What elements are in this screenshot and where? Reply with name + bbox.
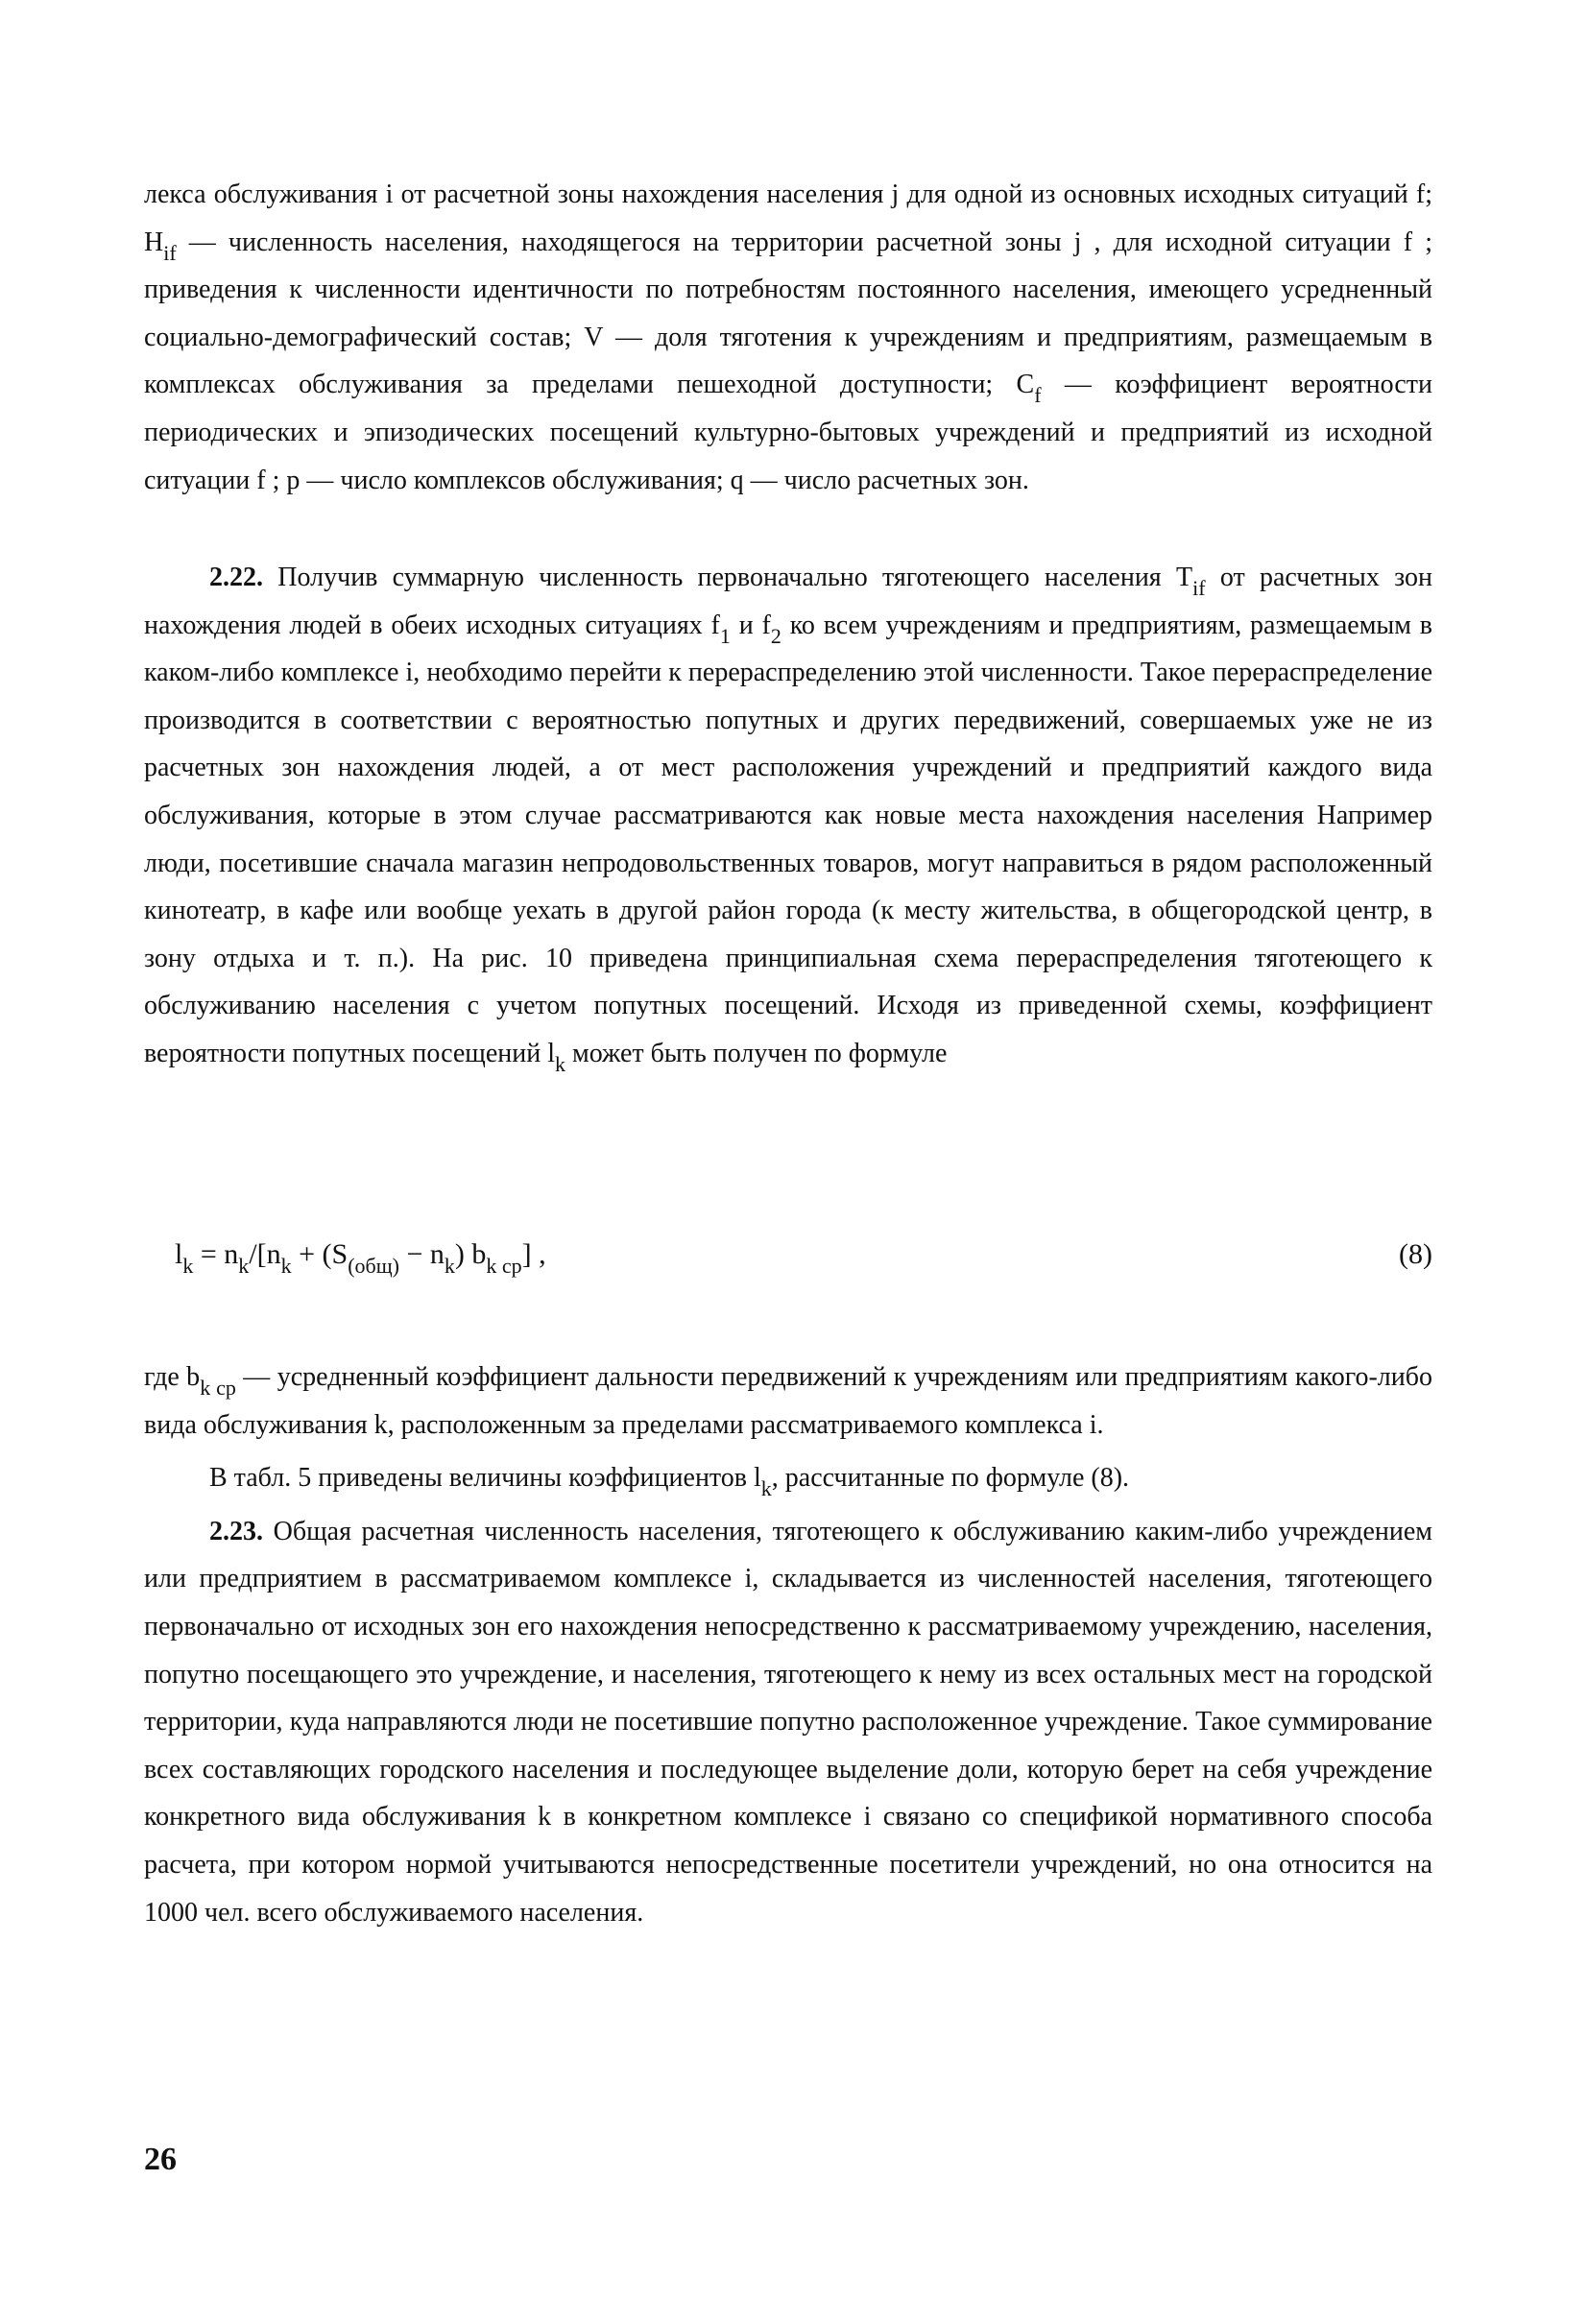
- text-run: может быть получен по формуле: [565, 1038, 948, 1068]
- formula-part: l: [175, 1238, 183, 1270]
- formula-part: = n: [193, 1238, 239, 1270]
- formula-part: + (S: [291, 1238, 349, 1270]
- subscript: k: [444, 1254, 455, 1278]
- formula-expression: [175, 1231, 546, 1279]
- section-number: 2.22.: [209, 563, 263, 592]
- subscript: if: [1192, 576, 1206, 600]
- subscript: 1: [719, 623, 731, 648]
- subscript: k ср: [200, 1376, 236, 1400]
- paragraph-where: [144, 1354, 1432, 1449]
- text-run: — численность населения, находящегося на территории расчетной зоны j , для исходной ситуации f ; приведения к численности идентичности по потребностям постоянного населения, имеющего усредненный социально-демографический состав; V — доля тяготения к учреждениям и предприятиям, размещаемым в комплексах обслуживания за пределами пешеходной доступности; C: [144, 227, 1432, 400]
- paragraph-2-22: [144, 554, 1432, 1078]
- formula-8: [144, 1231, 1432, 1288]
- paragraph-definitions: [144, 171, 1432, 504]
- section-number: 2.23.: [209, 1516, 263, 1546]
- text-run: Получив суммарную численность первоначально тяготеющего населения T: [263, 563, 1193, 592]
- paragraph-2-23: [144, 1508, 1432, 1936]
- subscript: k: [182, 1254, 194, 1278]
- text-run: лекса обслуживания i от расчетной зоны нахождения населения j для одной из основных исходных ситуаций f; H: [144, 180, 1432, 257]
- subscript: k: [280, 1254, 292, 1278]
- text-run: В табл. 5 приведены величины коэффициентов l: [209, 1463, 761, 1494]
- text-block-top: [144, 171, 1432, 504]
- page-number: 26: [144, 2142, 177, 2177]
- text-run: и f: [730, 610, 771, 640]
- formula-part: ] ,: [521, 1238, 546, 1270]
- text-run: ко всем учреждениям и предприятиям, размещаемым в каком-либо комплексе i, необходимо перейти к перераспределению этой численности. Такое перераспределение производится в соответствии с вероятностью попутных и других передвижений, совершаемых уже не из расчетных зон нахождения людей, а от мест расположения учреждений и предприятий каждого вида обслуживания, которые в этом случае рассматриваются как новые места нахождения населения Например люди, посетившие сначала магазин непродовольственных товаров, могут направиться в рядом расположенный кинотеатр, в кафе или вообще уехать в другой район города (к месту жительства, в общегородской центр, в зону отдыха и т. п.). На рис. 10 приведена принципиальная схема перераспределения тяготеющего к обслуживанию населения с учетом попутных посещений. Исходя из приведенной схемы, коэффициент вероятности попутных посещений l: [144, 610, 1432, 1068]
- text-run: , рассчитанные по формуле (8).: [771, 1463, 1130, 1494]
- subscript: k: [760, 1476, 772, 1501]
- text-run: — усредненный коэффициент дальности передвижений к учреждениям или предприятиям какого-либо вида обслуживания k, расположенным за пределами рассматриваемого комплекса i.: [144, 1362, 1433, 1440]
- subscript: f: [1034, 383, 1042, 408]
- text-run: Общая расчетная численность населения, тяготеющего к обслуживанию каким-либо учреждением или предприятием в рассматриваемом комплексе i, складывается из численностей населения, тяготеющего первоначально от исходных зон его нахождения непосредственно к рассматриваемому учреждению, населения, попутно посещающего это учреждение, и населения, тяготеющего к нему из всех остальных мест на городской территории, куда направляются люди не посетившие попутно расположенное учреждение. Такое суммирование всех составляющих городского населения и последующее выделение доли, которую берет на себя учреждение конкретного вида обслуживания k в конкретном комплексе i связано со спецификой нормативного способа расчета, при котором нормой учитываются непосредственные посетители учреждений, но она относится на 1000 чел. всего обслуживаемого населения.: [144, 1516, 1432, 1928]
- subscript: k: [238, 1254, 250, 1278]
- text-run: где b: [144, 1362, 201, 1392]
- paragraph-table-5: [144, 1454, 1432, 1502]
- formula-part: /[n: [249, 1238, 281, 1270]
- subscript: k: [555, 1051, 565, 1076]
- subscript: k ср: [486, 1254, 522, 1278]
- formula-part: − n: [398, 1238, 445, 1270]
- text-block-middle: [144, 554, 1432, 1078]
- text-run: от расчетных зон нахождения людей в обеих исходных ситуациях f: [144, 563, 1432, 640]
- subscript: (общ): [348, 1254, 399, 1278]
- subscript: 2: [770, 623, 781, 648]
- text-block-bottom: [144, 1354, 1432, 1936]
- formula-part: ) b: [454, 1238, 487, 1270]
- subscript: if: [163, 240, 177, 265]
- formula-number: (8): [1399, 1238, 1432, 1270]
- text-run: — коэффициент вероятности периодических и эпизодических посещений культурно-бытовых учреждений и предприятий из исходной ситуации f ; p — число комплексов обслуживания; q — число расчетных зон.: [144, 370, 1433, 495]
